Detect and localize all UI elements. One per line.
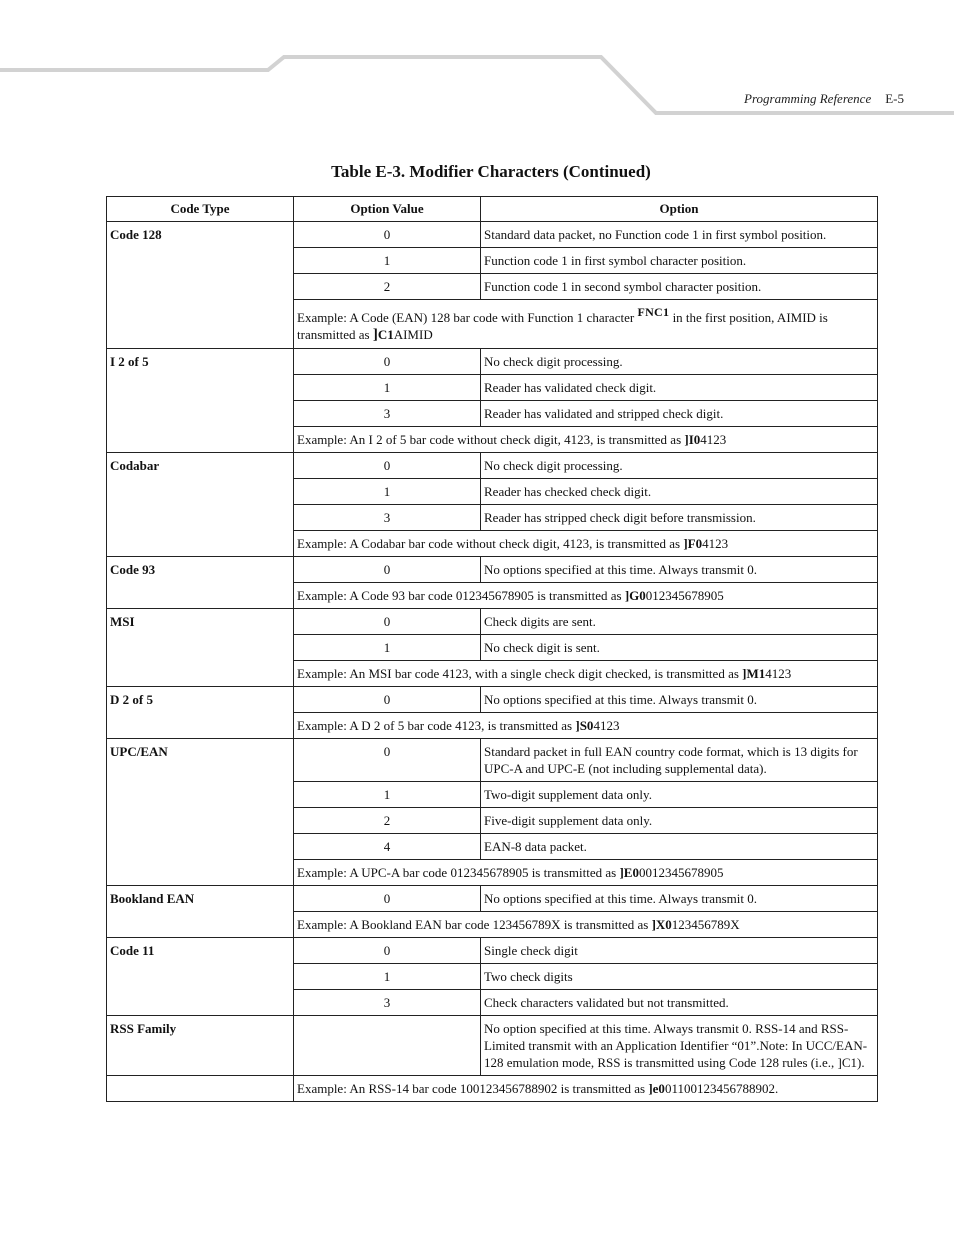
aim-bracket: ] — [372, 327, 378, 343]
code-type-cell: UPC/EAN — [107, 739, 294, 886]
option-value-cell: 0 — [294, 687, 481, 713]
option-text-cell: No option specified at this time. Always transmit 0. RSS-14 and RSS-Limited transmit with an Application Identifier “01”.Note: In UCC/EAN-128 emulation mode, RSS is transmitted using Code 128 rules (i.e., ]C1). — [481, 1016, 878, 1076]
aim-id: C1 — [377, 327, 394, 342]
option-value-cell: 0 — [294, 222, 481, 248]
example-cell — [294, 300, 878, 349]
example-row — [107, 1076, 878, 1102]
option-value-cell: 0 — [294, 739, 481, 782]
option-text-cell: Two-digit supplement data only. — [481, 782, 878, 808]
table-row — [107, 609, 878, 635]
example-data: 0012345678905 — [638, 865, 724, 880]
example-cell — [294, 583, 878, 609]
aim-id: ]S0 — [575, 718, 594, 733]
option-text-cell: Reader has stripped check digit before transmission. — [481, 505, 878, 531]
example-cell — [294, 1076, 878, 1102]
option-text-cell: Reader has validated check digit. — [481, 375, 878, 401]
table-row — [107, 687, 878, 713]
option-value-cell: 0 — [294, 886, 481, 912]
option-value-cell: 1 — [294, 375, 481, 401]
column-header-option: Option — [481, 197, 878, 222]
aim-id: ]E0 — [619, 865, 639, 880]
code-type-cell: Code 128 — [107, 222, 294, 349]
example-cell — [294, 531, 878, 557]
option-text-cell: Function code 1 in first symbol character position. — [481, 248, 878, 274]
option-text-cell: EAN-8 data packet. — [481, 834, 878, 860]
table-row — [107, 453, 878, 479]
aim-id: ]I0 — [684, 432, 701, 447]
example-data: 4123 — [765, 666, 792, 681]
header-rule-decoration — [0, 0, 954, 130]
column-header-option-value: Option Value — [294, 197, 481, 222]
option-value-cell: 0 — [294, 609, 481, 635]
option-text-cell: Reader has checked check digit. — [481, 479, 878, 505]
example-data: 4123 — [700, 432, 727, 447]
example-text: Example: A Code (EAN) 128 bar code with Function 1 character — [297, 310, 638, 325]
example-data: 123456789X — [671, 917, 740, 932]
option-text-cell: Five-digit supplement data only. — [481, 808, 878, 834]
option-value-cell: 2 — [294, 808, 481, 834]
example-text: Example: A Bookland EAN bar code 123456789X is transmitted as — [297, 917, 652, 932]
option-value-cell: 4 — [294, 834, 481, 860]
column-header-code-type: Code Type — [107, 197, 294, 222]
option-text-cell: No options specified at this time. Always transmit 0. — [481, 886, 878, 912]
code-type-cell: RSS Family — [107, 1016, 294, 1076]
option-text-cell: No check digit processing. — [481, 349, 878, 375]
table-row — [107, 739, 878, 782]
example-text: Example: An RSS-14 bar code 100123456788902 is transmitted as — [297, 1081, 649, 1096]
table-row — [107, 557, 878, 583]
example-cell — [294, 860, 878, 886]
example-text: in the first position, AIMID is transmitted as — [297, 310, 828, 342]
example-data: AIMID — [393, 327, 433, 342]
table-row — [107, 1016, 878, 1076]
option-value-cell: 2 — [294, 274, 481, 300]
option-text-cell: No check digit processing. — [481, 453, 878, 479]
table-row — [107, 886, 878, 912]
option-value-cell: 0 — [294, 453, 481, 479]
example-data: 4123 — [593, 718, 620, 733]
option-text-cell: No options specified at this time. Always transmit 0. — [481, 687, 878, 713]
example-data: 4123 — [702, 536, 729, 551]
table-title: Table E-3. Modifier Characters (Continued) — [331, 162, 651, 181]
option-value-cell: 1 — [294, 782, 481, 808]
code-type-cell: Bookland EAN — [107, 886, 294, 938]
option-text-cell: No check digit is sent. — [481, 635, 878, 661]
option-text-cell: Reader has validated and stripped check digit. — [481, 401, 878, 427]
example-text: Example: A UPC-A bar code 012345678905 is transmitted as — [297, 865, 620, 880]
aim-id: ]F0 — [683, 536, 703, 551]
option-text-cell: Function code 1 in second symbol character position. — [481, 274, 878, 300]
code-type-cell: Code 93 — [107, 557, 294, 609]
aim-id: ]M1 — [742, 666, 766, 681]
empty-code-type-cell — [107, 1076, 294, 1102]
running-head — [744, 91, 904, 107]
page-number: E-5 — [885, 91, 904, 106]
option-value-cell: 0 — [294, 349, 481, 375]
option-value-cell: 3 — [294, 990, 481, 1016]
option-value-cell: 0 — [294, 557, 481, 583]
example-text: Example: A Codabar bar code without check digit, 4123, is transmitted as — [297, 536, 684, 551]
example-text: Example: An MSI bar code 4123, with a single check digit checked, is transmitted as — [297, 666, 743, 681]
table-body — [107, 222, 878, 1102]
aim-id: ]e0 — [648, 1081, 665, 1096]
fnc1-symbol: FNC1 — [637, 305, 670, 319]
option-text-cell: Single check digit — [481, 938, 878, 964]
code-type-cell: Codabar — [107, 453, 294, 557]
option-value-cell: 1 — [294, 479, 481, 505]
example-cell — [294, 427, 878, 453]
option-text-cell: Check digits are sent. — [481, 609, 878, 635]
option-value-cell: 3 — [294, 505, 481, 531]
code-type-cell: MSI — [107, 609, 294, 687]
code-type-cell: D 2 of 5 — [107, 687, 294, 739]
aim-id: ]X0 — [651, 917, 672, 932]
table-header-row — [107, 197, 878, 222]
example-data: 01100123456788902. — [664, 1081, 779, 1096]
code-type-cell: Code 11 — [107, 938, 294, 1016]
example-cell — [294, 661, 878, 687]
example-text: Example: A Code 93 bar code 012345678905 is transmitted as — [297, 588, 625, 603]
option-text-cell: No options specified at this time. Always transmit 0. — [481, 557, 878, 583]
example-cell — [294, 912, 878, 938]
option-value-cell — [294, 1016, 481, 1076]
example-cell — [294, 713, 878, 739]
aim-id: ]G0 — [624, 588, 646, 603]
option-text-cell: Standard packet in full EAN country code format, which is 13 digits for UPC-A and UPC-E (not including supplemental data). — [481, 739, 878, 782]
option-value-cell: 1 — [294, 964, 481, 990]
modifier-characters-table — [106, 196, 878, 1102]
option-text-cell: Check characters validated but not transmitted. — [481, 990, 878, 1016]
table-row — [107, 222, 878, 248]
example-text: Example: An I 2 of 5 bar code without check digit, 4123, is transmitted as — [297, 432, 685, 447]
section-name: Programming Reference — [744, 91, 872, 106]
option-value-cell: 1 — [294, 248, 481, 274]
example-data: 012345678905 — [645, 588, 724, 603]
option-value-cell: 0 — [294, 938, 481, 964]
code-type-cell: I 2 of 5 — [107, 349, 294, 453]
example-text: Example: A D 2 of 5 bar code 4123, is transmitted as — [297, 718, 576, 733]
table-row — [107, 349, 878, 375]
option-value-cell: 3 — [294, 401, 481, 427]
table-row — [107, 938, 878, 964]
option-value-cell: 1 — [294, 635, 481, 661]
option-text-cell: Two check digits — [481, 964, 878, 990]
option-text-cell: Standard data packet, no Function code 1 in first symbol position. — [481, 222, 878, 248]
